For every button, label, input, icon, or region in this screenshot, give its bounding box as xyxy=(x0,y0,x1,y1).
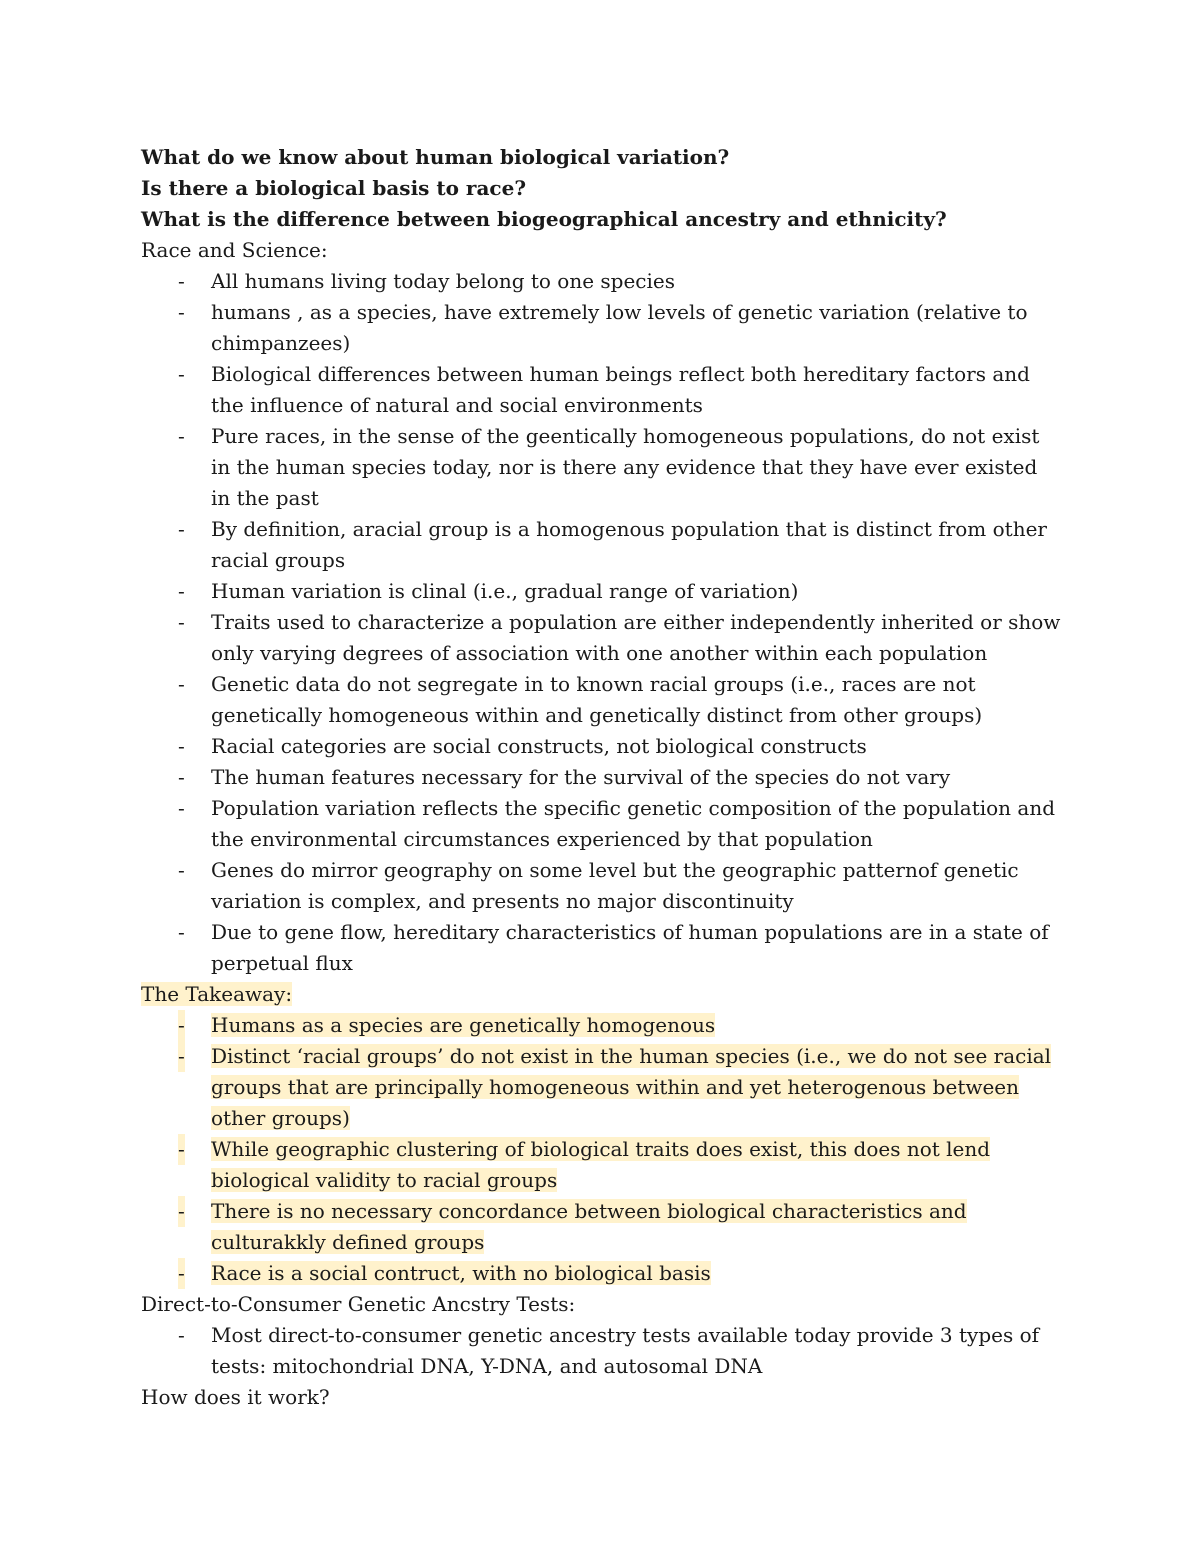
list-item-highlighted xyxy=(141,1041,1061,1134)
dash-bullet: - xyxy=(178,1258,185,1289)
list-item xyxy=(141,669,1061,731)
list-item xyxy=(141,855,1061,917)
list-item-text: There is no necessary concordance between biological characteristics and culturakkly defined groups xyxy=(211,1199,967,1254)
takeaway-list xyxy=(141,1010,1061,1289)
question-2: Is there a biological basis to race? xyxy=(141,176,527,200)
dtc-tests-list xyxy=(141,1320,1061,1382)
list-item-text: Most direct-to-consumer genetic ancestry tests available today provide 3 types of tests: mitochondrial DNA, Y-DNA, and autosomal DNA xyxy=(211,1323,1040,1378)
list-item-highlighted xyxy=(141,1134,1061,1196)
dash-bullet: - xyxy=(178,300,185,324)
dash-bullet: - xyxy=(178,424,185,448)
list-item-text: By definition, aracial group is a homogenous population that is distinct from other racial groups xyxy=(211,517,1047,572)
dash-bullet: - xyxy=(178,1134,185,1165)
list-item-text: Distinct ‘racial groups’ do not exist in the human species (i.e., we do not see racial groups that are principally homogeneous within and yet heterogenous between other groups) xyxy=(211,1044,1052,1130)
list-item-text: humans , as a species, have extremely low levels of genetic variation (relative to chimpanzees) xyxy=(211,300,1028,355)
question-1: What do we know about human biological variation? xyxy=(141,145,730,169)
dash-bullet: - xyxy=(178,1010,185,1041)
list-item-text: Pure races, in the sense of the geentically homogeneous populations, do not exist in the human species today, nor is there any evidence that they have ever existed in the past xyxy=(211,424,1040,510)
list-item xyxy=(141,359,1061,421)
dash-bullet: - xyxy=(178,610,185,634)
dash-bullet: - xyxy=(178,579,185,603)
list-item xyxy=(141,421,1061,514)
list-item-text: Genetic data do not segregate in to known racial groups (i.e., races are not genetically homogeneous within and genetically distinct from other groups) xyxy=(211,672,983,727)
race-and-science-heading: Race and Science: xyxy=(141,238,328,262)
list-item xyxy=(141,731,1061,762)
dash-bullet: - xyxy=(178,1196,185,1227)
dtc-tests-heading: Direct-to-Consumer Genetic Ancstry Tests: xyxy=(141,1292,576,1316)
list-item-text: Genes do mirror geography on some level but the geographic patternof genetic variation is complex, and presents no major discontinuity xyxy=(211,858,1019,913)
list-item-highlighted xyxy=(141,1196,1061,1258)
list-item xyxy=(141,793,1061,855)
dash-bullet: - xyxy=(178,362,185,386)
list-item xyxy=(141,607,1061,669)
takeaway-heading xyxy=(141,979,1061,1010)
list-item-text: All humans living today belong to one species xyxy=(211,269,676,293)
list-item-highlighted xyxy=(141,1010,1061,1041)
list-item-text: Humans as a species are genetically homogenous xyxy=(211,1013,716,1037)
list-item-text: Biological differences between human beings reflect both hereditary factors and the influence of natural and social environments xyxy=(211,362,1030,417)
dash-bullet: - xyxy=(178,765,185,789)
closing-question: How does it work? xyxy=(141,1385,330,1409)
list-item xyxy=(141,576,1061,607)
list-item-text: Human variation is clinal (i.e., gradual range of variation) xyxy=(211,579,799,603)
dash-bullet: - xyxy=(178,517,185,541)
dash-bullet: - xyxy=(178,269,185,293)
list-item-text: While geographic clustering of biological traits does exist, this does not lend biological validity to racial groups xyxy=(211,1137,991,1192)
dash-bullet: - xyxy=(178,920,185,944)
race-and-science-list xyxy=(141,266,1061,979)
dash-bullet: - xyxy=(178,1041,185,1072)
dash-bullet: - xyxy=(178,734,185,758)
list-item-text: Race is a social contruct, with no biological basis xyxy=(211,1261,711,1285)
list-item xyxy=(141,917,1061,979)
list-item-text: Racial categories are social constructs, not biological constructs xyxy=(211,734,867,758)
dash-bullet: - xyxy=(178,858,185,882)
list-item-text: The human features necessary for the survival of the species do not vary xyxy=(211,765,951,789)
list-item xyxy=(141,762,1061,793)
list-item-highlighted xyxy=(141,1258,1061,1289)
document-body xyxy=(141,142,1061,1413)
list-item xyxy=(141,266,1061,297)
list-item xyxy=(141,514,1061,576)
dash-bullet: - xyxy=(178,1323,185,1347)
list-item xyxy=(141,297,1061,359)
list-item xyxy=(141,1320,1061,1382)
list-item-text: Traits used to characterize a population are either independently inherited or show only varying degrees of association with one another within each population xyxy=(211,610,1061,665)
takeaway-heading-text: The Takeaway: xyxy=(141,982,293,1006)
question-3: What is the difference between biogeographical ancestry and ethnicity? xyxy=(141,207,947,231)
dash-bullet: - xyxy=(178,672,185,696)
list-item-text: Population variation reflects the specific genetic composition of the population and the environmental circumstances experienced by that population xyxy=(211,796,1056,851)
dash-bullet: - xyxy=(178,796,185,820)
list-item-text: Due to gene flow, hereditary characteristics of human populations are in a state of perpetual flux xyxy=(211,920,1049,975)
